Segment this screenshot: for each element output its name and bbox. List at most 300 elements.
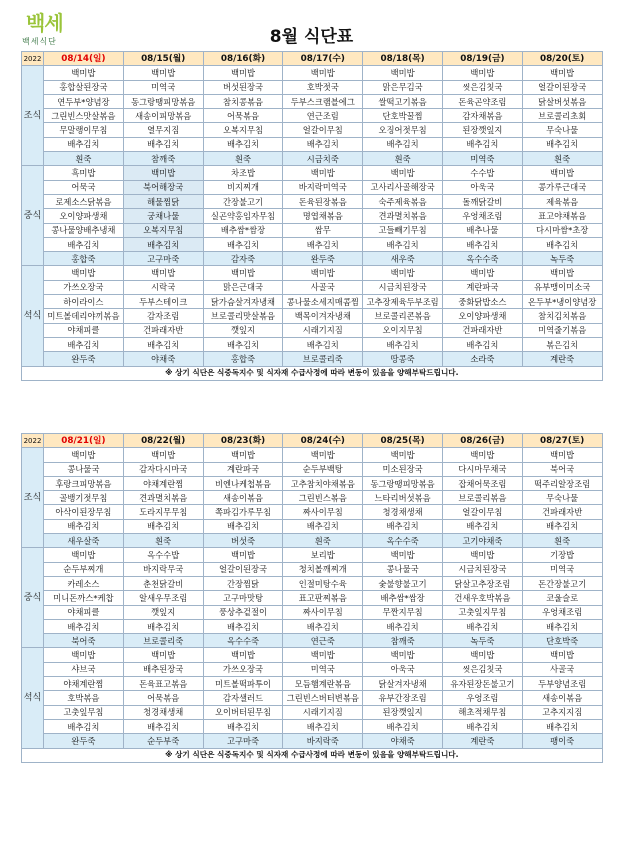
menu-item: 오이버터된무침 — [203, 705, 283, 719]
breakfast-porridge-row — [22, 534, 603, 548]
menu-item: 순두부찌개 — [44, 562, 124, 576]
date-header: 08/27(토) — [522, 434, 602, 448]
menu-item: 백미밥 — [363, 66, 443, 80]
menu-item: 골뱅기젓무침 — [44, 491, 124, 505]
menu-item: 콩나물소세지매콤찜 — [283, 295, 363, 309]
menu-item: 연근조림 — [283, 109, 363, 123]
dinner-row — [22, 662, 603, 676]
porridge-item: 땅콩죽 — [363, 352, 443, 366]
porridge-item: 고구마죽 — [203, 734, 283, 748]
menu-item: 두부스크램블에그 — [283, 94, 363, 108]
menu-item: 떡주리알장조림 — [522, 476, 602, 490]
menu-item: 배추김치 — [44, 719, 124, 733]
menu-item: 씻은김칫국 — [442, 80, 522, 94]
dinner-row — [22, 719, 603, 733]
menu-item: 하이라이스 — [44, 295, 124, 309]
menu-item: 닭살고추장조림 — [442, 576, 522, 590]
menu-item: 오이양파생채 — [44, 209, 124, 223]
lunch-row — [22, 576, 603, 590]
menu-item: 배추된장국 — [123, 662, 203, 676]
menu-item: 두부양념조림 — [522, 677, 602, 691]
menu-item: 백미밥 — [283, 66, 363, 80]
porridge-item: 옥수수죽 — [363, 534, 443, 548]
menu-item: 견과멸치볶음 — [123, 491, 203, 505]
menu-item: 배추김치 — [203, 137, 283, 151]
lunch-row — [22, 548, 603, 562]
menu-item: 호박젓국 — [283, 80, 363, 94]
menu-item: 얼갈이무침 — [442, 505, 522, 519]
lunch-row — [22, 209, 603, 223]
menu-item: 어묵볶음 — [123, 691, 203, 705]
menu-item: 백미밥 — [123, 266, 203, 280]
menu-item: 고추지지짐 — [522, 705, 602, 719]
menu-item: 콩나물국 — [363, 562, 443, 576]
date-header: 08/15(월) — [123, 52, 203, 66]
menu-item: 실곤약홍임자무침 — [203, 209, 283, 223]
lunch-row — [22, 223, 603, 237]
menu-item: 백미밥 — [363, 166, 443, 180]
menu-item: 야채피클 — [44, 323, 124, 337]
date-header: 08/20(토) — [522, 52, 602, 66]
porridge-item: 고기야채죽 — [442, 534, 522, 548]
menu-item: 배추김치 — [363, 137, 443, 151]
menu-item: 청경채생채 — [363, 505, 443, 519]
menu-item: 청치볼깨찌개 — [283, 562, 363, 576]
porridge-item: 흰죽 — [363, 152, 443, 166]
menu-item: 잡채어묵조림 — [442, 476, 522, 490]
menu-item: 돈육곤약조림 — [442, 94, 522, 108]
menu-item: 중화닭밥소스 — [442, 295, 522, 309]
logo-text: 백세식단 — [22, 37, 57, 46]
menu-item: 춘천닭갈비 — [123, 576, 203, 590]
lunch-row — [22, 166, 603, 180]
date-header: 08/16(화) — [203, 52, 283, 66]
menu-item: 유부간장조림 — [363, 691, 443, 705]
porridge-item: 계란죽 — [442, 734, 522, 748]
menu-item: 배추김치 — [363, 237, 443, 251]
porridge-item: 옥수수죽 — [203, 634, 283, 648]
menu-item: 깻잎지 — [123, 605, 203, 619]
lunch-row — [22, 180, 603, 194]
porridge-item: 바지락죽 — [283, 734, 363, 748]
breakfast-label: 조식 — [22, 448, 44, 548]
menu-item: 가쓰오장국 — [203, 662, 283, 676]
menu-item: 백미밥 — [123, 448, 203, 462]
menu-item: 배추김치 — [363, 337, 443, 351]
menu-item: 브로콜리콘볶음 — [363, 309, 443, 323]
menu-item: 배추김치 — [123, 619, 203, 633]
menu-item: 얼갈이된장국 — [522, 80, 602, 94]
menu-item: 브로콜리초회 — [522, 109, 602, 123]
porridge-item: 북어죽 — [44, 634, 124, 648]
menu-item: 배추쌈*쌈장 — [203, 223, 283, 237]
menu-item: 모듬햄계란볶음 — [283, 677, 363, 691]
menu-item: 야채계란찜 — [123, 476, 203, 490]
menu-item: 백미밥 — [363, 266, 443, 280]
menu-item: 배추김치 — [123, 337, 203, 351]
porridge-item: 팽이죽 — [522, 734, 602, 748]
menu-item: 배추김치 — [442, 237, 522, 251]
menu-item: 숯불향불고기 — [363, 576, 443, 590]
menu-item: 백미밥 — [203, 66, 283, 80]
menu-item: 무숙나물 — [522, 123, 602, 137]
menu-item: 그린빈스맛살볶음 — [44, 109, 124, 123]
menu-item: 닭살버섯볶음 — [522, 94, 602, 108]
menu-item: 오이지무침 — [363, 323, 443, 337]
menu-item: 해초적채무침 — [442, 705, 522, 719]
menu-item: 콩나물국 — [44, 462, 124, 476]
menu-item: 백미밥 — [44, 448, 124, 462]
porridge-item: 홍합죽 — [44, 252, 124, 266]
notice-text: ※ 상기 식단은 식중독지수 및 식자재 수급사정에 따라 변동이 있음을 양해부탁드립니다. — [22, 748, 603, 762]
menu-item: 백미밥 — [363, 448, 443, 462]
menu-item: 옥수수밥 — [123, 548, 203, 562]
menu-item: 백미밥 — [363, 648, 443, 662]
menu-item: 배추김치 — [442, 337, 522, 351]
menu-item: 무짠지무침 — [363, 605, 443, 619]
menu-item: 명엽채볶음 — [283, 209, 363, 223]
menu-item: 미트볼떡파투이 — [203, 677, 283, 691]
menu-item: 건새우호박볶음 — [442, 591, 522, 605]
menu-item: 배추김치 — [363, 719, 443, 733]
menu-item: 백미밥 — [44, 548, 124, 562]
porridge-item: 녹두죽 — [442, 634, 522, 648]
menu-item: 유자된장돈불고기 — [442, 677, 522, 691]
breakfast-row — [22, 448, 603, 462]
menu-item: 야채계란찜 — [44, 677, 124, 691]
porridge-item: 소라죽 — [442, 352, 522, 366]
porridge-item: 순두부죽 — [123, 734, 203, 748]
menu-item: 고사리사골해장국 — [363, 180, 443, 194]
menu-item: 배추김치 — [44, 519, 124, 533]
menu-item: 동그랑땡피망볶음 — [123, 94, 203, 108]
menu-item: 그린빈스버터변볶음 — [283, 691, 363, 705]
menu-item: 배추김치 — [522, 619, 602, 633]
menu-item: 고춧잎지무침 — [442, 605, 522, 619]
menu-item: 백미밥 — [123, 166, 203, 180]
porridge-item: 흰죽 — [522, 152, 602, 166]
menu-item: 배추김치 — [442, 719, 522, 733]
dinner-row — [22, 337, 603, 351]
lunch-row — [22, 194, 603, 208]
menu-item: 배추김치 — [283, 337, 363, 351]
menu-item: 배추김치 — [44, 137, 124, 151]
menu-item: 청경채생채 — [123, 705, 203, 719]
menu-item: 알새우무조림 — [123, 591, 203, 605]
menu-item: 쌀떡고기볶음 — [363, 94, 443, 108]
menu-item: 기장밥 — [522, 548, 602, 562]
breakfast-row — [22, 80, 603, 94]
menu-item: 백미밥 — [44, 66, 124, 80]
menu-item: 콩가루근대국 — [522, 180, 602, 194]
menu-item: 제육볶음 — [522, 194, 602, 208]
menu-item: 표고야채볶음 — [522, 209, 602, 223]
date-header: 08/17(수) — [283, 52, 363, 66]
menu-item: 맑은무김국 — [363, 80, 443, 94]
menu-item: 바지락미역국 — [283, 180, 363, 194]
dinner-row — [22, 280, 603, 294]
menu-item: 배추김치 — [44, 337, 124, 351]
menu-item: 배추김치 — [203, 237, 283, 251]
breakfast-row — [22, 491, 603, 505]
dinner-row — [22, 705, 603, 719]
menu-item: 배추나물 — [442, 223, 522, 237]
menu-item: 아욱국 — [442, 180, 522, 194]
porridge-item: 옥수수죽 — [442, 252, 522, 266]
date-header: 08/21(일) — [44, 434, 124, 448]
date-header-row — [22, 434, 603, 448]
date-header: 08/22(월) — [123, 434, 203, 448]
menu-item: 우엉조림 — [442, 691, 522, 705]
dinner-row — [22, 677, 603, 691]
note-row — [22, 748, 603, 762]
lunch-porridge-row — [22, 252, 603, 266]
menu-item: 돈육된장볶음 — [283, 194, 363, 208]
menu-item: 백미밥 — [442, 448, 522, 462]
menu-item: 미역줄기볶음 — [522, 323, 602, 337]
menu-item: 돈간장불고기 — [522, 576, 602, 590]
menu-item: 건파래자반 — [522, 505, 602, 519]
menu-item: 배추김치 — [283, 137, 363, 151]
porridge-item: 흰죽 — [283, 534, 363, 548]
menu-item: 백미밥 — [522, 66, 602, 80]
lunch-row — [22, 619, 603, 633]
menu-item: 배추김치 — [123, 137, 203, 151]
porridge-item: 흰죽 — [522, 534, 602, 548]
breakfast-row — [22, 462, 603, 476]
menu-item: 배추김치 — [123, 719, 203, 733]
dinner-label: 석식 — [22, 266, 44, 366]
menu-item: 아삭이된장무침 — [44, 505, 124, 519]
lunch-row — [22, 562, 603, 576]
menu-item: 배추김치 — [44, 619, 124, 633]
porridge-item: 감자죽 — [203, 252, 283, 266]
menu-item: 감자조림 — [123, 309, 203, 323]
menu-item: 백미밥 — [203, 448, 283, 462]
menu-item: 배추김치 — [283, 519, 363, 533]
menu-table-week-2 — [21, 433, 603, 763]
menu-item: 백미밥 — [442, 648, 522, 662]
menu-item: 동그랑땡피망볶음 — [363, 476, 443, 490]
menu-item: 배추김치 — [363, 619, 443, 633]
menu-item: 간장찜닭 — [203, 576, 283, 590]
date-header: 08/24(수) — [283, 434, 363, 448]
menu-item: 짜사이무침 — [283, 605, 363, 619]
menu-item: 백미밥 — [522, 266, 602, 280]
porridge-item: 흰죽 — [123, 534, 203, 548]
menu-item: 오이양파생채 — [442, 309, 522, 323]
menu-item: 된장깻잎지 — [363, 705, 443, 719]
porridge-item: 녹두죽 — [522, 252, 602, 266]
menu-item: 백미밥 — [123, 648, 203, 662]
menu-item: 맑은근대국 — [203, 280, 283, 294]
dinner-label: 석식 — [22, 648, 44, 748]
porridge-item: 완두죽 — [283, 252, 363, 266]
breakfast-row — [22, 94, 603, 108]
year-label: 2022 — [22, 52, 44, 66]
menu-item: 백미밥 — [522, 448, 602, 462]
menu-item: 고구마맛탕 — [203, 591, 283, 605]
menu-item: 코울슬로 — [522, 591, 602, 605]
menu-item: 단호박꿀찜 — [363, 109, 443, 123]
menu-item: 백미밥 — [522, 166, 602, 180]
menu-item: 배추김치 — [442, 519, 522, 533]
menu-item: 수수밥 — [442, 166, 522, 180]
menu-item: 야채피클 — [44, 605, 124, 619]
menu-item: 고추참치야채볶음 — [283, 476, 363, 490]
menu-item: 바지락무국 — [123, 562, 203, 576]
menu-item: 얼갈이무침 — [283, 123, 363, 137]
menu-item: 우엉채조림 — [522, 605, 602, 619]
menu-item: 백미밥 — [522, 648, 602, 662]
menu-item: 감자채볶음 — [442, 109, 522, 123]
dinner-porridge-row — [22, 352, 603, 366]
lunch-row — [22, 591, 603, 605]
menu-item: 백미밥 — [203, 548, 283, 562]
menu-item: 백미밥 — [283, 648, 363, 662]
porridge-item: 야채죽 — [123, 352, 203, 366]
menu-item: 로제소스닭볶음 — [44, 194, 124, 208]
menu-item: 배추김치 — [522, 519, 602, 533]
menu-item: 간장불고기 — [203, 194, 283, 208]
date-header: 08/14(일) — [44, 52, 124, 66]
date-header-row — [22, 52, 603, 66]
menu-item: 배추김치 — [203, 619, 283, 633]
menu-item: 돌깨닭갈비 — [442, 194, 522, 208]
porridge-item: 브로콜리죽 — [283, 352, 363, 366]
menu-item: 미트볼데리야끼볶음 — [44, 309, 124, 323]
menu-item: 닭살겨자냉채 — [363, 677, 443, 691]
menu-item: 사골국 — [283, 280, 363, 294]
menu-item: 홍합살된장국 — [44, 80, 124, 94]
menu-item: 배추김치 — [283, 237, 363, 251]
menu-item: 닭가슴살겨자냉채 — [203, 295, 283, 309]
menu-item: 백미밥 — [363, 548, 443, 562]
menu-item: 고추장제육두부조림 — [363, 295, 443, 309]
menu-item: 시금치된장국 — [363, 280, 443, 294]
menu-item: 백미밥 — [123, 66, 203, 80]
menu-item: 배추김치 — [123, 237, 203, 251]
menu-item: 우엉채조림 — [442, 209, 522, 223]
menu-item: 백미밥 — [203, 266, 283, 280]
breakfast-row — [22, 66, 603, 80]
menu-item: 온두부*냉이양념장 — [522, 295, 602, 309]
page-title: 8월 식단표 — [269, 27, 354, 47]
menu-item: 고춧잎무침 — [44, 705, 124, 719]
menu-item: 비엔나케첩볶음 — [203, 476, 283, 490]
porridge-item: 흰죽 — [203, 152, 283, 166]
menu-item: 참치김치볶음 — [522, 309, 602, 323]
menu-item: 배추김치 — [522, 137, 602, 151]
menu-item: 오징어젓무침 — [363, 123, 443, 137]
menu-item: 숙주제육볶음 — [363, 194, 443, 208]
menu-item: 된장깻잎지 — [442, 123, 522, 137]
porridge-item: 고구마죽 — [123, 252, 203, 266]
date-header: 08/25(목) — [363, 434, 443, 448]
menu-item: 순두부백탕 — [283, 462, 363, 476]
menu-item: 오복지무침 — [203, 123, 283, 137]
porridge-item: 시금치죽 — [283, 152, 363, 166]
menu-item: 해물찜닭 — [123, 194, 203, 208]
menu-item: 시락국 — [123, 280, 203, 294]
menu-item: 오복지무침 — [123, 223, 203, 237]
menu-item: 콩나물양배추냉채 — [44, 223, 124, 237]
menu-item: 고들빼기무침 — [363, 223, 443, 237]
porridge-item: 참깨죽 — [363, 634, 443, 648]
menu-item: 호박볶음 — [44, 691, 124, 705]
lunch-row — [22, 237, 603, 251]
menu-table-week-1 — [21, 51, 603, 381]
lunch-label: 중식 — [22, 166, 44, 266]
dinner-porridge-row — [22, 734, 603, 748]
menu-item: 어묵국 — [44, 180, 124, 194]
menu-item: 궁채나물 — [123, 209, 203, 223]
porridge-item: 미역죽 — [442, 152, 522, 166]
date-header: 08/23(화) — [203, 434, 283, 448]
menu-item: 시래기지짐 — [283, 705, 363, 719]
menu-item: 연두부*양념장 — [44, 94, 124, 108]
breakfast-row — [22, 109, 603, 123]
breakfast-row — [22, 137, 603, 151]
porridge-item: 새우죽 — [363, 252, 443, 266]
breakfast-porridge-row — [22, 152, 603, 166]
breakfast-row — [22, 123, 603, 137]
menu-item: 배추김치 — [283, 719, 363, 733]
menu-item: 북어국 — [522, 462, 602, 476]
menu-item: 쌈무 — [283, 223, 363, 237]
menu-item: 버섯된장국 — [203, 80, 283, 94]
notice-text: ※ 상기 식단은 식중독지수 및 식자재 수급사정에 따라 변동이 있음을 양해부탁드립니다. — [22, 366, 603, 380]
menu-item: 도라지무무침 — [123, 505, 203, 519]
menu-item: 백미밥 — [442, 66, 522, 80]
porridge-item: 브로콜리죽 — [123, 634, 203, 648]
breakfast-row — [22, 505, 603, 519]
breakfast-row — [22, 476, 603, 490]
menu-item: 새송이볶음 — [522, 691, 602, 705]
menu-item: 흑미밥 — [44, 166, 124, 180]
menu-item: 미역국 — [123, 80, 203, 94]
dinner-row — [22, 309, 603, 323]
porridge-item: 완두죽 — [44, 352, 124, 366]
menu-item: 배추김치 — [44, 237, 124, 251]
menu-item: 볶은김치 — [522, 337, 602, 351]
menu-item: 배추김치 — [442, 137, 522, 151]
menu-item: 새송이피망볶음 — [123, 109, 203, 123]
menu-item: 가쓰오장국 — [44, 280, 124, 294]
menu-item: 미역국 — [283, 662, 363, 676]
dinner-row — [22, 323, 603, 337]
breakfast-label: 조식 — [22, 66, 44, 166]
date-header: 08/19(금) — [442, 52, 522, 66]
menu-item: 미소된장국 — [363, 462, 443, 476]
menu-item: 아욱국 — [363, 662, 443, 676]
dinner-row — [22, 648, 603, 662]
logo-mark: 백세 — [26, 11, 63, 35]
date-header: 08/18(목) — [363, 52, 443, 66]
menu-item: 배추김치 — [522, 237, 602, 251]
menu-item: 두부스테이크 — [123, 295, 203, 309]
porridge-item: 흰죽 — [44, 152, 124, 166]
menu-item: 어묵볶음 — [203, 109, 283, 123]
menu-item: 무숙나물 — [522, 491, 602, 505]
dinner-row — [22, 295, 603, 309]
menu-item: 무말랭이무침 — [44, 123, 124, 137]
menu-item: 백미밥 — [442, 548, 522, 562]
menu-item: 시금치된장국 — [442, 562, 522, 576]
menu-item: 배추김치 — [123, 519, 203, 533]
menu-item: 백미밥 — [283, 166, 363, 180]
menu-item: 샤브국 — [44, 662, 124, 676]
